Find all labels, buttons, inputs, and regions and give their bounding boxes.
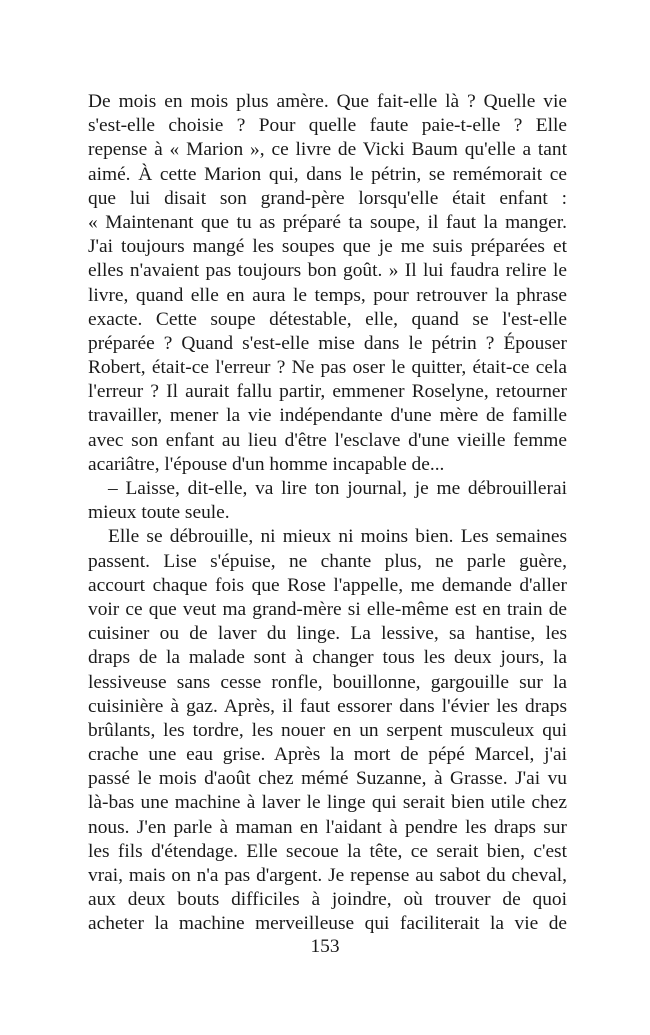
text-line: que lui disait son grand-père lorsqu'elle était enfant :: [88, 187, 567, 209]
text-line: accourt chaque fois que Rose l'appelle, me demande d'aller: [88, 574, 567, 596]
text-line: J'ai toujours mangé les soupes que je me suis préparées et: [88, 236, 567, 258]
text-line: travailler, mener la vie indépendante d'une mère de famille: [88, 405, 567, 427]
text-line: elles n'avaient pas toujours bon goût. » Il lui faudra relire le: [88, 260, 567, 282]
text-line: avec son enfant au lieu d'être l'esclave d'une vieille femme: [88, 429, 567, 451]
text-line: aux deux bouts difficiles à joindre, où trouver de quoi: [88, 889, 567, 911]
text-line: passent. Lise s'épuise, ne chante plus, ne parle guère,: [88, 550, 567, 572]
body-text: [88, 90, 567, 937]
text-line: acariâtre, l'épouse d'un homme incapable de...: [88, 453, 445, 475]
text-line: Elle se débrouille, ni mieux ni moins bien. Les semaines: [108, 526, 567, 548]
text-line: exacte. Cette soupe détestable, elle, quand se l'est-elle: [88, 308, 567, 330]
paragraph: [88, 525, 567, 936]
text-line: « Maintenant que tu as préparé ta soupe, il faut la manger.: [88, 211, 567, 233]
text-line: acheter la machine merveilleuse qui faciliterait la vie de: [88, 913, 567, 935]
text-line: De mois en mois plus amère. Que fait-elle là ? Quelle vie: [88, 91, 567, 112]
text-line: – Laisse, dit-elle, va lire ton journal, je me débrouillerai: [108, 478, 567, 499]
page-number: 153: [310, 936, 340, 957]
text-line: draps de la malade sont à changer tous les deux jours, la: [88, 647, 567, 669]
text-line: repense à « Marion », ce livre de Vicki Baum qu'elle a tant: [88, 139, 567, 161]
text-line: Robert, était-ce l'erreur ? Ne pas oser le quitter, était-ce cela: [88, 357, 567, 379]
paragraph: [88, 90, 567, 477]
text-line: cuisinière à gaz. Après, il faut essorer dans l'évier les draps: [88, 695, 567, 717]
text-line: passé le mois d'août chez mémé Suzanne, à Grasse. J'ai vu: [88, 768, 567, 790]
text-line: là-bas une machine à laver le linge qui serait bien utile chez: [88, 792, 567, 814]
text-line: l'erreur ? Il aurait fallu partir, emmener Roselyne, retourner: [88, 381, 567, 403]
text-line: les fils d'étendage. Elle secoue la tête, ce serait bien, c'est: [88, 840, 567, 862]
text-line: crache une eau grise. Après la mort de pépé Marcel, j'ai: [88, 744, 567, 766]
text-line: mieux toute seule.: [88, 502, 230, 524]
text-line: livre, quand elle en aura le temps, pour retrouver la phrase: [88, 284, 567, 306]
text-line: voir ce que veut ma grand-mère si elle-même est en train de: [88, 598, 567, 620]
text-line: aimé. À cette Marion qui, dans le pétrin, se remémorait ce: [88, 163, 567, 185]
text-line: brûlants, les tordre, les nouer en un serpent musculeux qui: [88, 719, 567, 741]
text-line: vrai, mais on n'a pas d'argent. Je repense au sabot du cheval,: [88, 865, 567, 886]
text-line: nous. J'en parle à maman en l'aidant à pendre les draps sur: [88, 816, 567, 838]
text-line: lessiveuse sans cesse ronfle, bouillonne, gargouille sur la: [88, 671, 567, 693]
paragraph: [88, 477, 567, 525]
text-line: préparée ? Quand s'est-elle mise dans le pétrin ? Épouser: [88, 332, 567, 354]
text-line: cuisiner ou de laver du linge. La lessive, sa hantise, les: [88, 623, 567, 645]
text-line: s'est-elle choisie ? Pour quelle faute paie-t-elle ? Elle: [88, 115, 567, 137]
